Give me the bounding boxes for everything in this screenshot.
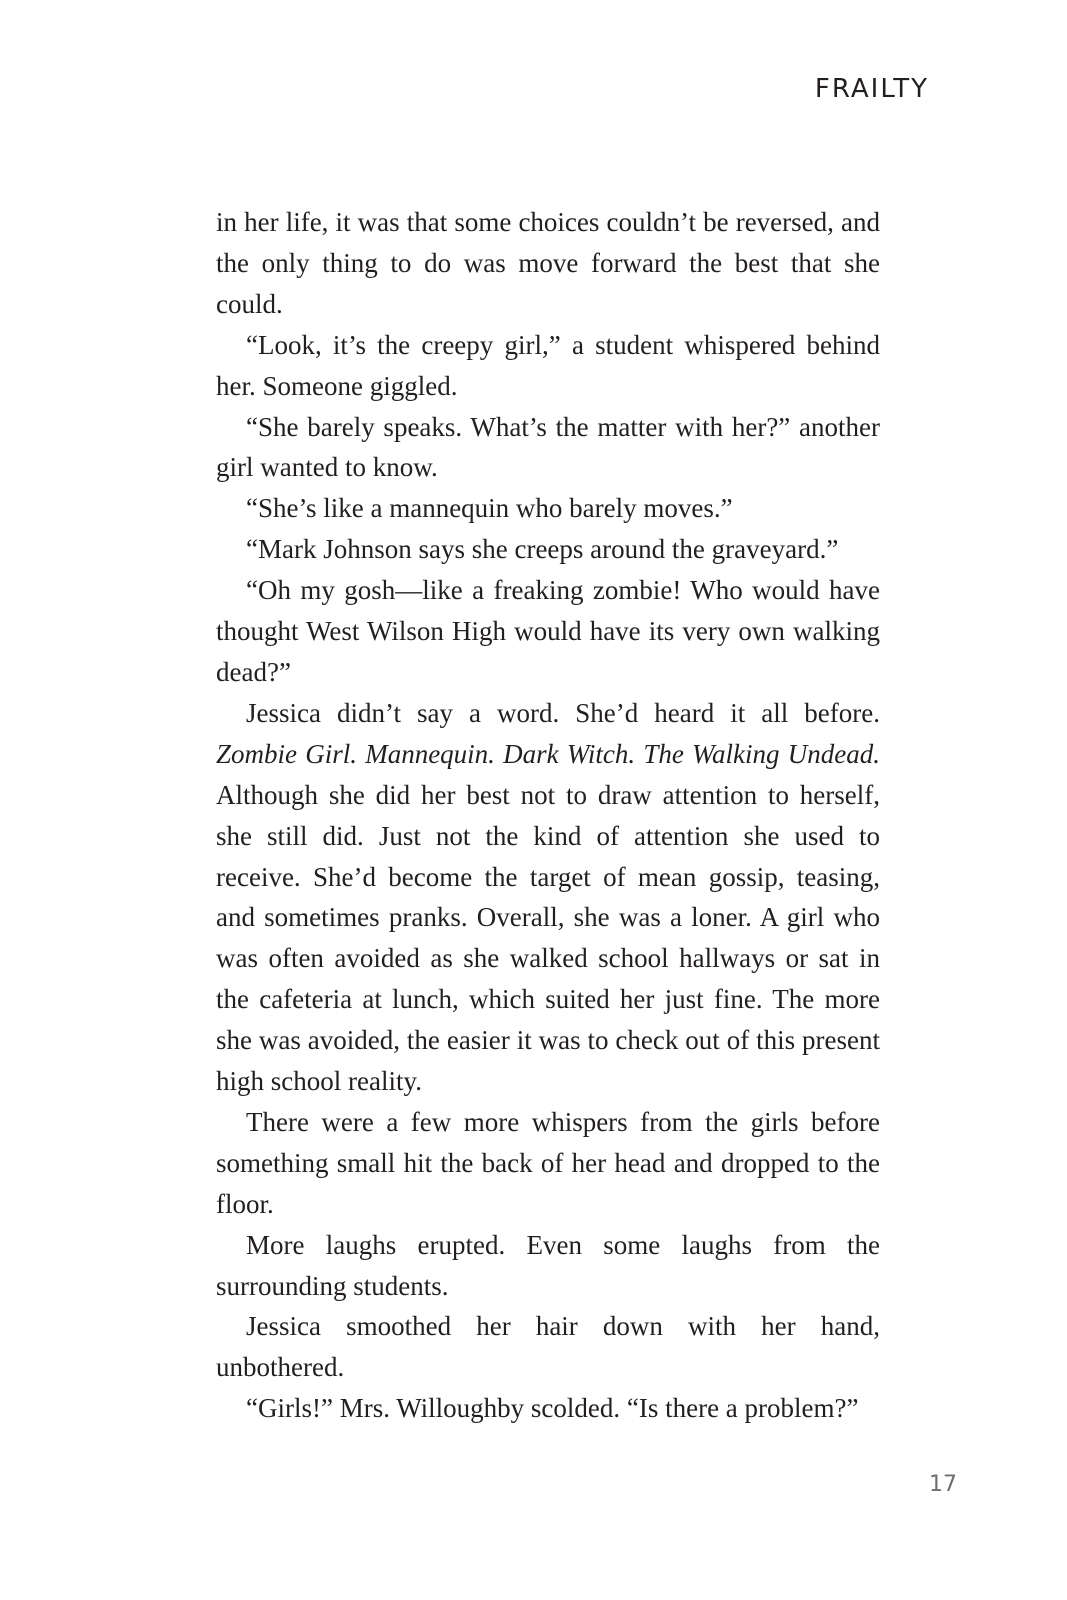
paragraph-1: in her life, it was that some choices couldn’t be reversed, and the only thing to do was move forward the best that she could. [216, 207, 880, 319]
paragraph-9: More laughs erupted. Even some laughs from the surrounding students. [216, 1229, 880, 1301]
paragraph-7-lead: Jessica didn’t say a word. She’d heard it all before. [246, 697, 880, 728]
paragraph-6: “Oh my gosh—like a freaking zombie! Who would have thought West Wilson High would have its very own walking dead?” [216, 575, 880, 687]
running-head-title: FRAILTY [814, 74, 929, 104]
body-text [216, 202, 880, 1429]
paragraph-4: “She’s like a mannequin who barely moves.” [246, 493, 733, 524]
paragraph-7 [216, 693, 880, 1102]
paragraph-7-rest: Although she did her best not to draw attention to herself, she still did. Just not the kind of attention she used to receive. She’d become the target of mean gossip, teasing, and sometimes pranks. Overall, she was a loner. A girl who was often avoided as she walked school hallways or sat in the cafeteria at lunch, which suited her just fine. The more she was avoided, the easier it was to check out of this present high school reality. [216, 779, 880, 1097]
paragraph-3: “She barely speaks. What’s the matter with her?” another girl wanted to know. [216, 411, 880, 483]
page-number: 17 [929, 1472, 957, 1497]
paragraph-7-italic-names: Zombie Girl. Mannequin. Dark Witch. The Walking Undead. [216, 738, 880, 769]
paragraph-5: “Mark Johnson says she creeps around the graveyard.” [246, 534, 839, 565]
paragraph-11: “Girls!” Mrs. Willoughby scolded. “Is there a problem?” [246, 1393, 859, 1424]
paragraph-8: There were a few more whispers from the girls before something small hit the back of her head and dropped to the floor. [216, 1106, 880, 1219]
paragraph-10: Jessica smoothed her hair down with her hand, unbothered. [216, 1311, 880, 1383]
paragraph-2: “Look, it’s the creepy girl,” a student whispered behind her. Someone giggled. [216, 329, 880, 401]
